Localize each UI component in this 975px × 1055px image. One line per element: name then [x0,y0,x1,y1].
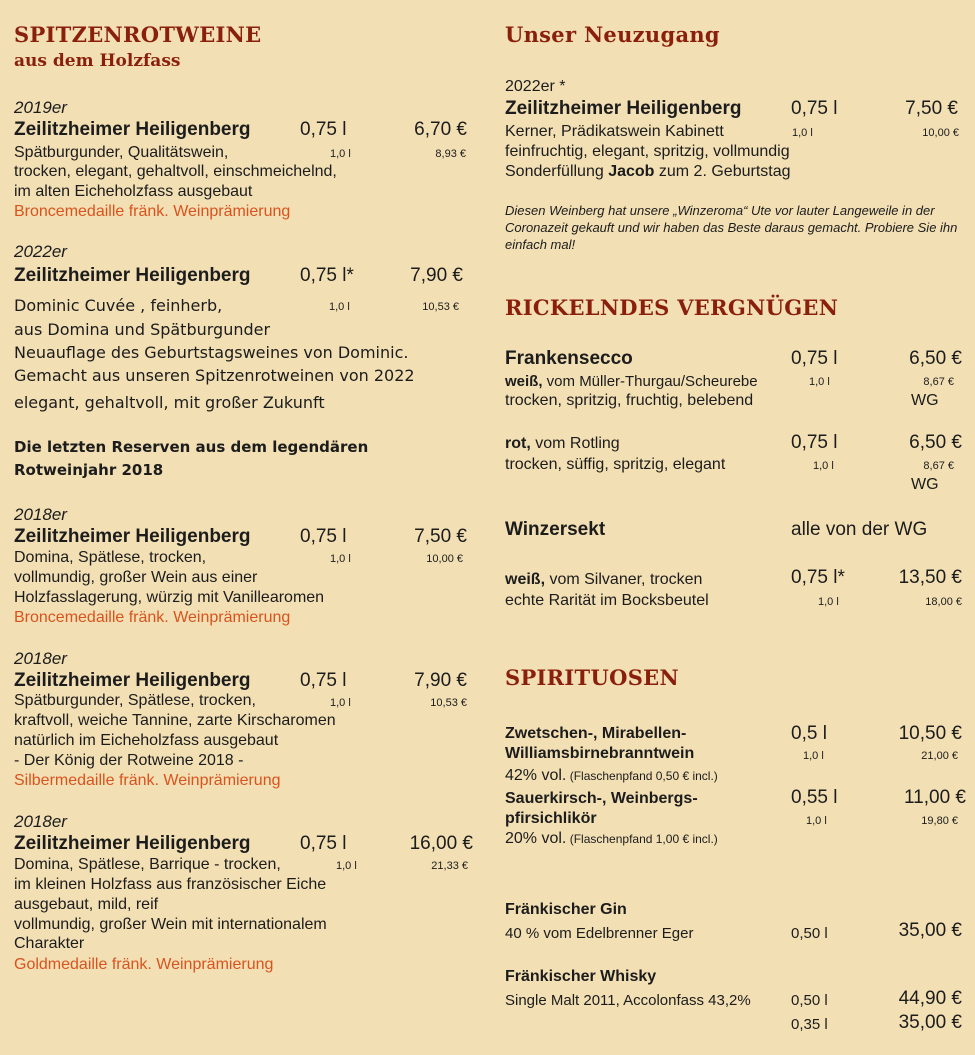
spirit-name: pfirsichlikör [505,810,597,827]
spirit-price: 11,00 € [904,787,966,808]
wine-price-liter: 8,93 € [435,148,466,160]
spirit-price-liter: 21,00 € [921,750,958,762]
spirit-name: Fränkischer Gin [505,901,627,918]
winzersekt-title: Winzersekt [505,519,606,540]
wine-name [505,435,620,453]
wine-volume: 0,75 l [791,432,838,453]
wine-award: Silbermedaille fränk. Weinprämierung [14,772,281,789]
section-title-spitzenrotweine: SPITZENROTWEINE [14,22,262,47]
desc-text: Sonderfüllung [505,163,609,180]
wine-volume-liter: 1,0 l [818,596,839,608]
wine-price: 13,50 € [898,567,962,588]
desc-bold: rot, [505,435,531,452]
spirit-volume: 0,50 l [791,925,828,942]
wine-name: Zeilitzheimer Heiligenberg [505,98,742,119]
wine-desc: Holzfasslagerung, würzig mit Vanillearomen [14,589,325,606]
spirit-name: Sauerkirsch-, Weinbergs- [505,790,698,807]
spirit-price: 10,50 € [898,723,962,744]
wine-desc: Gemacht aus unseren Spitzenrotweinen von 2022 [14,366,415,385]
section-title-spirituosen: SPIRITUOSEN [505,665,679,690]
wine-desc: natürlich im Eicheholzfass ausgebaut [14,732,279,749]
wine-volume-liter: 1,0 l [336,860,357,872]
desc-bold: Jacob [608,163,655,180]
wine-price: 7,50 € [905,98,958,119]
wine-year: 2019er [14,98,67,117]
spirit-volume: 0,55 l [791,787,838,808]
wine-year: 2022er [14,242,67,261]
wine-name: Zeilitzheimer Heiligenberg [14,670,251,691]
spirit-volume-liter: 1,0 l [806,815,827,827]
abv-text: 20% vol. [505,830,567,847]
wine-desc: im alten Eicheholzfass ausgebaut [14,183,253,200]
desc-bold: weiß, [505,373,543,390]
wine-volume: 0,75 l [300,119,347,140]
wine-desc: Dominic Cuvée , feinherb, [14,296,223,315]
wine-volume: 0,75 l [300,526,347,547]
section-title-sparkling: RICKELNDES VERGNÜGEN [505,295,839,320]
wine-name: Zeilitzheimer Heiligenberg [14,119,251,140]
wine-desc: Charakter [14,935,85,952]
wine-price: 7,90 € [414,670,467,691]
wine-volume-liter: 1,0 l [792,127,813,139]
section-title-neuzugang: Unser Neuzugang [505,22,720,47]
wine-volume: 0,75 l [791,348,838,369]
spirit-name: Fränkischer Whisky [505,968,657,985]
wine-desc: elegant, gehaltvoll, mit großer Zukunft [14,393,325,412]
wine-award: Broncemedaille fränk. Weinprämierung [14,609,291,626]
wine-name [505,571,702,589]
wine-price-liter: 10,00 € [426,553,463,565]
wine-desc: Domina, Spätlese, Barrique - trocken, [14,856,281,873]
wine-volume-liter: 1,0 l [330,148,351,160]
wine-desc: trocken, süffig, spritzig, elegant [505,456,726,473]
abv-text: 42% vol. [505,767,567,784]
spirit-price: 35,00 € [898,920,962,941]
wine-desc: Neuauflage des Geburtstagsweines von Dominic. [14,343,409,362]
spirit-volume: 0,5 l [791,723,827,744]
wine-desc: trocken, elegant, gehaltvoll, einschmeichelnd, [14,163,337,180]
pfand-text: (Flaschenpfand 0,50 € incl.) [566,769,718,783]
wine-year: 2022er * [505,78,566,95]
spirit-name: Zwetschen-, Mirabellen- [505,725,687,742]
wine-year: 2018er [14,812,67,831]
pfand-text: (Flaschenpfand 1,00 € incl.) [566,832,718,846]
wine-volume-liter: 1,0 l [329,301,350,313]
wine-award: Broncemedaille fränk. Weinprämierung [14,203,291,220]
wine-award: Goldmedaille fränk. Weinprämierung [14,956,274,973]
spirit-desc: Single Malt 2011, Accolonfass 43,2% [505,992,751,1009]
desc-text: vom Silvaner, trocken [545,571,703,588]
wine-volume-liter: 1,0 l [330,553,351,565]
spirit-abv [505,767,718,785]
spirit-abv [505,830,718,848]
wine-desc: echte Rarität im Bocksbeutel [505,592,709,609]
wine-desc: Spätburgunder, Spätlese, trocken, [14,692,256,709]
wine-desc: aus Domina und Spätburgunder [14,320,271,339]
wine-price: 6,50 € [909,432,962,453]
wine-volume-liter: 1,0 l [809,376,830,388]
wine-year: 2018er [14,649,67,668]
wine-desc: Kerner, Prädikatswein Kabinett [505,123,724,140]
wine-desc: feinfruchtig, elegant, spritzig, vollmundig [505,143,790,160]
winzersekt-note: alle von der WG [791,519,928,540]
wine-price-liter: 8,67 € [923,460,954,472]
wine-volume: 0,75 l [300,670,347,691]
wine-desc: Spätburgunder, Qualitätswein, [14,144,229,161]
wine-price-liter: 8,67 € [923,376,954,388]
wine-desc: Domina, Spätlese, trocken, [14,549,207,566]
wine-desc: im kleinen Holzfass aus französischer Eiche [14,876,327,893]
wine-price-liter: 10,53 € [422,301,459,313]
wine-volume: 0,75 l [791,98,838,119]
wine-note: Diesen Weinberg hat unsere „Winzeroma“ Ute vor lauter Langeweile in der Coronazeit gekauft und wir haben das Beste daraus gemacht. Probiere Sie ihn einfach mal! [505,203,958,252]
wine-desc: - Der König der Rotweine 2018 - [14,752,244,769]
spirit-price: 44,90 € [898,988,962,1009]
wine-desc: ausgebaut, mild, reif [14,896,159,913]
desc-text: zum 2. Geburtstag [654,163,791,180]
desc-bold: weiß, [505,571,546,588]
wine-year: 2018er [14,505,67,524]
wg-label: WG [911,392,939,409]
wine-desc: trocken, spritzig, fruchtig, belebend [505,392,754,409]
wine-desc [505,163,791,181]
wine-desc: kraftvoll, weiche Tannine, zarte Kirscharomen [14,712,336,729]
wine-price: 7,90 € [410,265,463,286]
reserve-heading: Die letzten Reserven aus dem legendären Rotweinjahr 2018 [14,438,369,479]
spirit-volume: 0,50 l [791,992,828,1009]
wine-desc: vollmundig, großer Wein mit internationalem [14,916,327,933]
wine-price-liter: 18,00 € [925,596,962,608]
desc-text: vom Rotling [530,435,620,452]
wine-volume-liter: 1,0 l [813,460,834,472]
wine-volume: 0,75 l [300,833,347,854]
wine-desc: vollmundig, großer Wein aus einer [14,569,258,586]
section-subtitle: aus dem Holzfass [14,51,181,71]
wine-volume-liter: 1,0 l [330,697,351,709]
wine-name: Zeilitzheimer Heiligenberg [14,833,251,854]
wg-label: WG [911,476,939,493]
desc-text: vom Müller-Thurgau/Scheurebe [542,373,758,390]
wine-price: 6,70 € [414,119,467,140]
wine-name: Zeilitzheimer Heiligenberg [14,265,251,286]
spirit-price-liter: 19,80 € [921,815,958,827]
wine-desc [505,373,758,390]
spirit-name: Williamsbirnebranntwein [505,745,695,762]
wine-name: Frankensecco [505,348,633,369]
spirit-volume: 0,35 l [791,1016,828,1033]
wine-price: 6,50 € [909,348,962,369]
wine-price-liter: 10,53 € [430,697,467,709]
wine-volume: 0,75 l* [791,567,845,588]
wine-price-liter: 21,33 € [431,860,468,872]
spirit-price: 35,00 € [898,1012,962,1033]
wine-price: 16,00 € [409,833,473,854]
spirit-volume-liter: 1,0 l [803,750,824,762]
wine-volume: 0,75 l* [300,265,354,286]
wine-name: Zeilitzheimer Heiligenberg [14,526,251,547]
wine-price-liter: 10,00 € [922,127,959,139]
wine-price: 7,50 € [414,526,467,547]
spirit-desc: 40 % vom Edelbrenner Eger [505,925,694,942]
